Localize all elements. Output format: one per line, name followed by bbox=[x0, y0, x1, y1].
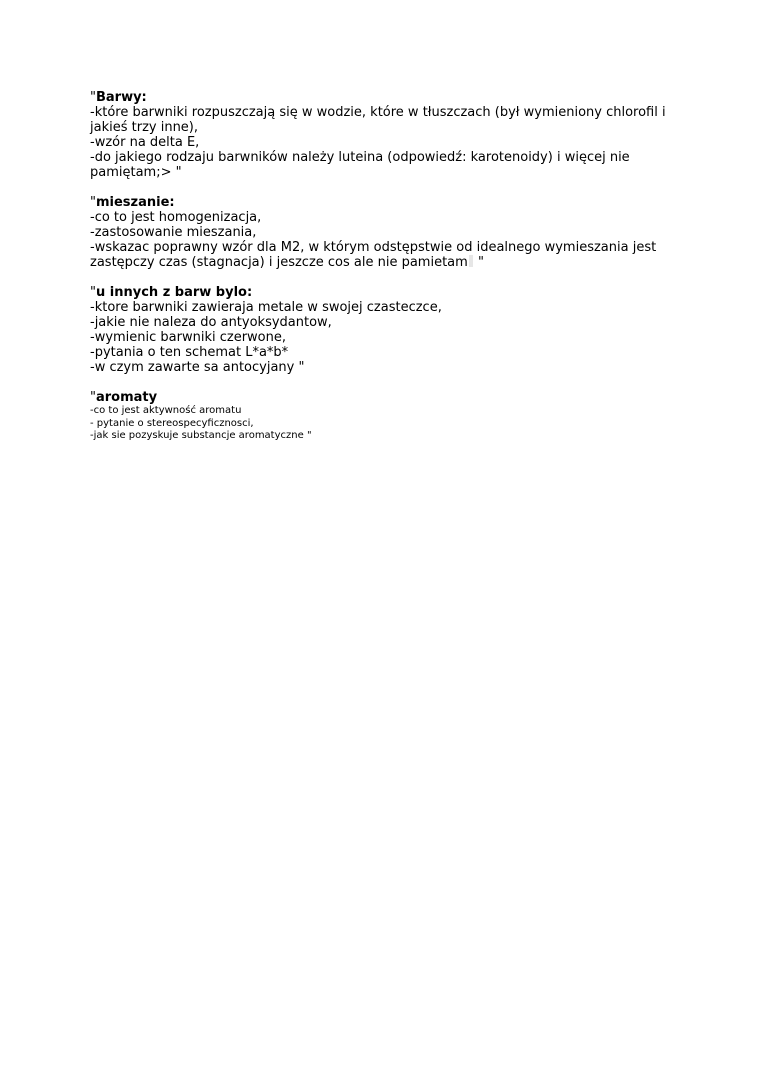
heading-text: Barwy: bbox=[95, 90, 147, 105]
list-item: -pytania o ten schemat L*a*b* bbox=[90, 345, 289, 360]
section-heading bbox=[90, 90, 670, 105]
list-item: -co to jest homogenizacja, bbox=[90, 210, 262, 225]
opening-quote: " bbox=[90, 90, 96, 105]
section-barwy bbox=[90, 90, 670, 180]
paragraph-gap bbox=[90, 375, 670, 390]
heading-text: aromaty bbox=[95, 390, 158, 405]
paragraph-gap bbox=[90, 270, 670, 285]
section-aromaty bbox=[90, 390, 670, 443]
heading-text: u innych z barw bylo: bbox=[95, 285, 253, 300]
section-heading bbox=[90, 285, 670, 300]
list-item-text: -wskazac poprawny wzór dla M2, w którym odstępstwie od idealnego wymieszania jest zastępczy czas (stagnacja) i jeszcze cos ale nie pamietam bbox=[90, 240, 657, 270]
list-item: -co to jest aktywność aromatu bbox=[90, 405, 242, 416]
list-item: -wzór na delta E, bbox=[90, 135, 200, 150]
list-item: -wymienic barwniki czerwone, bbox=[90, 330, 287, 345]
list-item: -jakie nie naleza do antyoksydantow, bbox=[90, 315, 332, 330]
opening-quote: " bbox=[90, 285, 96, 300]
section-heading bbox=[90, 195, 670, 210]
paragraph-gap bbox=[90, 180, 670, 195]
list-item: -które barwniki rozpuszczają się w wodzie, które w tłuszczach (był wymieniony chlorofil i jakieś trzy inne), bbox=[90, 105, 666, 135]
list-item: -w czym zawarte sa antocyjany " bbox=[90, 360, 305, 375]
list-item: -do jakiego rodzaju barwników należy luteina (odpowiedź: karotenoidy) i więcej nie pamiętam;> " bbox=[90, 150, 630, 180]
closing-quote: " bbox=[473, 255, 484, 270]
opening-quote: " bbox=[90, 390, 96, 405]
section-mieszanie bbox=[90, 195, 670, 270]
list-item: - pytanie o stereospecyficznosci, bbox=[90, 417, 254, 429]
list-item: -zastosowanie mieszania, bbox=[90, 225, 257, 240]
document-body bbox=[90, 90, 670, 443]
list-item bbox=[90, 240, 670, 270]
section-u-innych bbox=[90, 285, 670, 375]
list-item: -jak sie pozyskuje substancje aromatyczne " bbox=[90, 430, 312, 441]
list-item: -ktore barwniki zawieraja metale w swojej czasteczce, bbox=[90, 300, 442, 315]
section-heading bbox=[90, 390, 670, 405]
heading-text: mieszanie: bbox=[95, 195, 175, 210]
text-cursor-marker bbox=[469, 255, 473, 267]
opening-quote: " bbox=[90, 195, 96, 210]
